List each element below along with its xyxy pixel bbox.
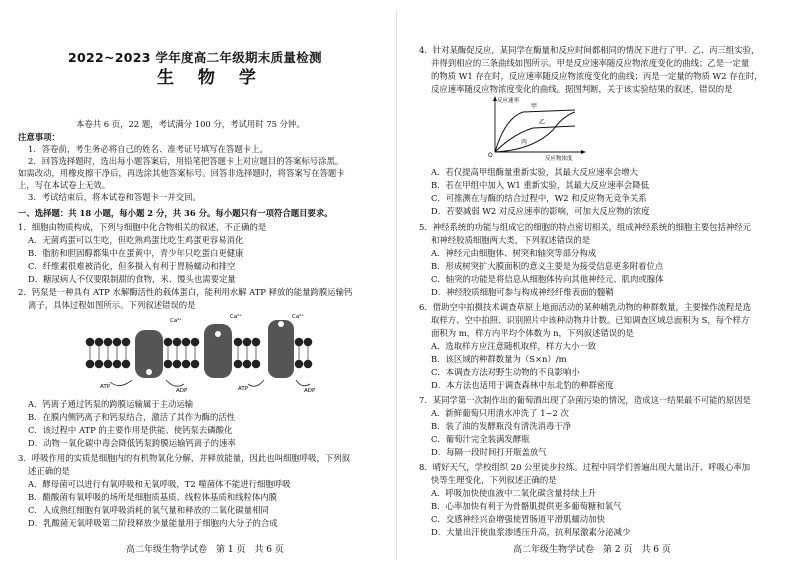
- curve-label: 甲: [531, 103, 538, 110]
- q5-option-d: D．神经胶质细胞可参与构成神经纤维表面的髓鞘: [431, 287, 614, 297]
- q2-option-d: D．动物一氧化碳中毒会降低钙泵跨膜运输钙离子的速率: [28, 438, 236, 448]
- question-1-stem: 1．细胞由物质构成，下列与细胞中化合物相关的叙述，不正确的是: [18, 222, 267, 232]
- question-6-stem: 面积为 m，样方内平均个体数为 n，下列叙述错误的是: [431, 328, 634, 338]
- notice-line: 3．考试结束后，将本试卷和答题卡一并交回。: [28, 192, 201, 202]
- q1-option-a: A．无菌鸡蛋可以生吃，但吃熟鸡蛋比吃生鸡蛋更容易消化: [28, 235, 244, 245]
- q2-option-c: C．该过程中 ATP 的主要作用是供能、使钙泵去磷酸化: [28, 425, 233, 435]
- y-axis-label: 反应速率: [497, 98, 520, 104]
- q4-option-a: A．若仅提高甲组酶量重新实验，其最大反应速率会增大: [431, 167, 639, 177]
- q7-option-b: B．装了油的发酵瓶没有清洗消毒干净: [431, 421, 572, 431]
- question-5-stem: 和神经胶质细胞两大类，下列叙述错误的是: [431, 235, 591, 245]
- question-4-stem: 并得到相应的三条曲线如图所示。甲是反应速率随反应物浓度变化的曲线；乙是一定量: [431, 58, 750, 68]
- q4-option-b: B．若在甲组中加入 W1 重新实验，其最大反应速率会降低: [431, 180, 650, 190]
- question-4-stem: 4．针对某酶促反应，某同学在酶量和反应时间都相同的情况下进行了甲、乙、丙三组实验，: [419, 45, 760, 55]
- q4-option-d: D．若要减弱 W2 对反应速率的影响，可加大反应物的浓度: [431, 206, 650, 216]
- page-footer: 高二年级生物学试卷 第 1 页 共 6 页: [126, 545, 284, 555]
- q3-option-b: B．醋酸菌有氧呼吸的场所是细胞质基质、线粒体基质和线粒体内膜: [28, 492, 278, 502]
- q6-option-a: A．选取样方应注意随机取样，样方大小一致: [431, 341, 597, 351]
- notice-line: 2．回答选择题时，选出每小题答案后，用铅笔把答题卡上对应题目的答案标号涂黑。: [28, 156, 344, 166]
- fig-label: ADP: [176, 388, 188, 394]
- q6-option-c: C．本调查方法对野生动物的不良影响小: [431, 367, 580, 377]
- q8-option-b: B．心率加快有利于为骨骼肌提供更多葡萄糖和氧气: [431, 501, 622, 511]
- enzyme-rate-figure: [483, 94, 593, 162]
- origin-label: O: [488, 152, 493, 159]
- question-8-stem: 8．晴好天气，学校组织 20 公里徒步拉练。过程中同学们普遍出现大量出汗、呼吸心率加: [419, 462, 751, 472]
- question-4-stem: 反应速率随反应物浓度变化的曲线。据图判断，关于该实验结果的叙述，错误的是: [431, 84, 733, 94]
- q8-option-c: C．交感神经兴奋增强使胃肠道平滑肌蠕动加快: [431, 514, 605, 524]
- section-heading: 一、选择题：共 18 小题，每小题 2 分，共 36 分。每小题只有一项符合题目要求。: [18, 208, 333, 218]
- calcium-pump-figure: [80, 310, 320, 394]
- question-2-stem: 离子，具体过程如图所示。下列叙述错误的是: [28, 300, 196, 310]
- q6-option-d: D．本方法也适用于调查森林中东北豹的种群密度: [431, 380, 614, 390]
- notice-line: 1．答卷前，考生务必将自己的姓名、准考证号填写在答题卡上。: [28, 144, 268, 154]
- q3-option-a: A．酵母菌可以进行有氧呼吸和无氧呼吸，T2 噬菌体不能进行细胞呼吸: [28, 479, 291, 489]
- q7-option-c: C．葡萄汁完全装满发酵瓶: [431, 434, 530, 444]
- calcium-pump-protein: [268, 320, 294, 378]
- q8-option-a: A．呼吸加快使血液中二氧化碳含量持续上升: [431, 488, 597, 498]
- q2-option-b: B．在膜内侧钙离子和钙泵结合，激活了其作为酶的活性: [28, 412, 236, 422]
- x-axis-label: 反应物浓度: [545, 156, 573, 162]
- question-3-stem: 3．呼吸作用的实质是细胞内的有机物氧化分解，并释放能量，因此也叫细胞呼吸，下列叙: [18, 453, 350, 463]
- question-2-stem: 2．钙泵是一种具有 ATP 水解酶活性的载体蛋白，能利用水解 ATP 释放的能量跨膜运输钙: [18, 287, 353, 297]
- fig-label: ATP: [238, 386, 249, 392]
- page-footer: 高二年级生物学试卷 第 2 页 共 6 页: [513, 545, 671, 555]
- q8-option-d: D．大量出汗使血浆渗透压升高，抗利尿激素分泌减少: [431, 527, 631, 537]
- q3-option-d: D．乳酸菌无氧呼吸第二阶段释放少量能量用于细胞内大分子的合成: [28, 518, 278, 528]
- question-7-stem: 7．某同学第一次制作出的葡萄酒出现了杂菌污染的情况，造成这一结果最不可能的原因是: [419, 395, 751, 405]
- q7-option-a: A．新鲜葡萄只用清水冲洗了 1~2 次: [431, 408, 569, 418]
- question-6-stem: 6．借助空中拍摄技术调查草原上地面活动的某种哺乳动物的种群数量，主要操作流程是选: [419, 302, 751, 312]
- exam-info: 本卷共 6 页，22 题，考试满分 100 分，考试用时 75 分钟。: [76, 119, 305, 129]
- exam-title: 2022~2023 学年度高二年级期末质量检测: [68, 50, 322, 65]
- notice-title: 注意事项：: [18, 132, 60, 142]
- question-5-stem: 5．神经系统的功能与组成它的细胞的特点密切相关，组成神经系统的细胞主要包括神经元: [419, 222, 751, 232]
- q5-option-c: C．轴突的功能是将信息从细胞体传向其他神经元、肌肉或腺体: [431, 274, 664, 284]
- fig-label: ADP: [304, 388, 316, 394]
- question-4-stem: 的物质 W1 存在时，反应速率随反应物浓度变化的曲线；丙是一定量的物质 W2 存在时，: [431, 71, 763, 81]
- q3-option-c: C．人成熟红细胞有氧呼吸消耗的氧气量和释放的二氧化碳量相同: [28, 505, 269, 515]
- q5-option-b: B．形成树突扩大膜面积的意义主要是为接受信息更多附着位点: [431, 261, 664, 271]
- curve-label: 乙: [539, 119, 546, 126]
- page-2: [397, 0, 794, 570]
- curve-jia: [495, 110, 575, 152]
- fig-label: Ca²⁺: [292, 314, 305, 320]
- question-8-stem: 快等生理变化，下列叙述正确的是: [431, 475, 557, 485]
- curve-bing: [495, 112, 575, 152]
- question-6-stem: 取样方、空中拍照、识别照片中该种动物并计数。已知调查区域总面积为 S，每个样方: [431, 315, 750, 325]
- subject-title: 生 物 学: [157, 68, 265, 88]
- curve-label: 丙: [521, 139, 528, 146]
- notice-line: 上，写在本试卷上无效。: [18, 180, 111, 190]
- fig-label: Ca²⁺: [230, 314, 243, 320]
- q5-option-a: A．神经元由细胞体、树突和轴突等部分构成: [431, 248, 597, 258]
- q1-option-d: D．糖尿病人不仅要限制甜的食物，米、馒头也需要定量: [28, 274, 236, 284]
- q2-option-a: A．钙离子通过钙泵的跨膜运输属于主动运输: [28, 399, 194, 409]
- notice-line: 如需改动，用橡皮擦干净后，再选涂其他答案标号。回答非选择题时，将答案写在答题卡: [18, 168, 345, 178]
- fig-label: ATP: [100, 384, 111, 390]
- question-3-stem: 述正确的是: [28, 466, 70, 476]
- q1-option-c: C．纤维素很难被消化，但多摄入有利于胃肠蠕动和排空: [28, 261, 236, 271]
- q4-option-c: C．可推测在与酶的结合过程中，W2 和反应物无竞争关系: [431, 193, 647, 203]
- q1-option-b: B．脂肪和胆固醇都集中在蛋黄中，青少年只吃蛋白更健康: [28, 248, 244, 258]
- q6-option-b: B．该区域的种群数量为（S×n）/m: [431, 354, 567, 364]
- fig-label: Ca²⁺: [170, 318, 183, 324]
- curve-yi: [495, 126, 575, 152]
- q7-option-d: D．每隔一段时间打开瓶盖放气: [431, 447, 547, 457]
